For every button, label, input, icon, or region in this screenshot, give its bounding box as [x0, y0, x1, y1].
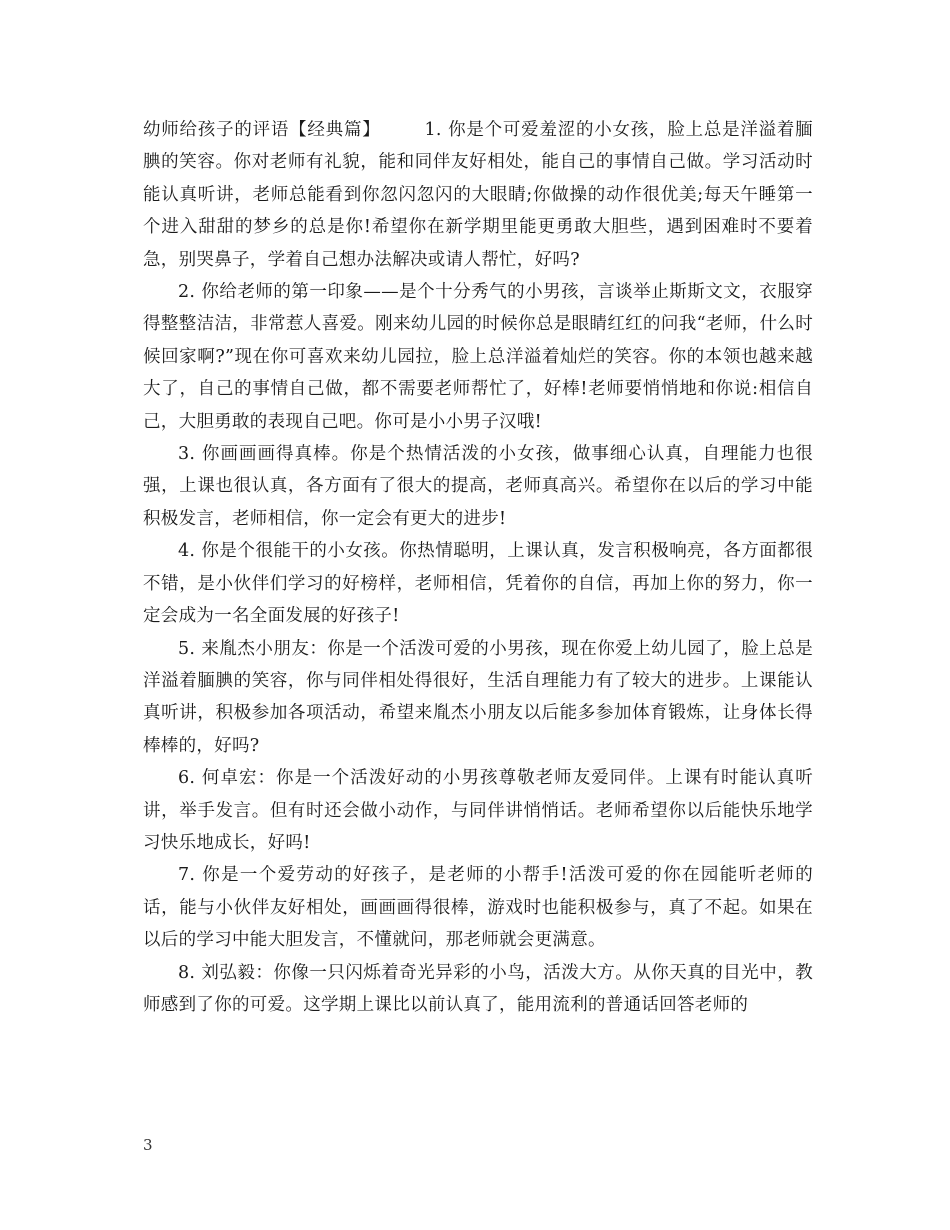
- paragraph-2: 2. 你给老师的第一印象——是个十分秀气的小男孩，言谈举止斯斯文文，衣服穿得整整洁洁，非常惹人喜爱。刚来幼儿园的时候你总是眼睛红红的问我“老师，什么时候回家啊?”现在你可喜欢来幼儿园拉，脸上总洋溢着灿烂的笑容。你的本领也越来越大了，自己的事情自己做，都不需要老师帮忙了，好棒!老师要悄悄地和你说:相信自己，大胆勇敢的表现自己吧。你可是小小男子汉哦!: [143, 282, 813, 432]
- paragraph-3: 3. 你画画画得真棒。你是个热情活泼的小女孩，做事细心认真，自理能力也很强，上课也很认真，各方面有了很大的提高，老师真高兴。希望你在以后的学习中能积极发言，老师相信，你一定会有更大的进步!: [143, 444, 813, 529]
- paragraph-5: 5. 来胤杰小朋友：你是一个活泼可爱的小男孩，现在你爱上幼儿园了，脸上总是洋溢着腼腆的笑容，你与同伴相处得很好，生活自理能力有了较大的进步。上课能认真听讲，积极参加各项活动，希望来胤杰小朋友以后能多参加体育锻炼，让身体长得棒棒的，好吗?: [143, 638, 813, 756]
- page-number: 3: [143, 1136, 153, 1154]
- document-body: [143, 114, 813, 1021]
- paragraph-4: 4. 你是个很能干的小女孩。你热情聪明，上课认真，发言积极响亮，各方面都很不错，是小伙伴们学习的好榜样，老师相信，凭着你的自信，再加上你的努力，你一定会成为一名全面发展的好孩子!: [143, 541, 813, 627]
- paragraph-1: 1. 你是个可爱羞涩的小女孩，脸上总是洋溢着腼腆的笑容。你对老师有礼貌，能和同伴友好相处，能自己的事情自己做。学习活动时能认真听讲，老师总能看到你忽闪忽闪的大眼睛;你做操的动作很优美;每天午睡第一个进入甜甜的梦乡的总是你!希望你在新学期里能更勇敢大胆些，遇到困难时不要着急，别哭鼻子，学着自己想办法解决或请人帮忙，好吗?: [143, 120, 813, 270]
- paragraph-7: 7. 你是一个爱劳动的好孩子，是老师的小帮手!活泼可爱的你在园能听老师的话，能与小伙伴友好相处，画画画得很棒，游戏时也能积极参与，真了不起。如果在以后的学习中能大胆发言，不懂就问，那老师就会更满意。: [143, 865, 813, 951]
- paragraph-8: 8. 刘弘毅：你像一只闪烁着奇光异彩的小鸟，活泼大方。从你天真的目光中，教师感到了你的可爱。这学期上课比以前认真了，能用流利的普通话回答老师的: [143, 962, 813, 1015]
- paragraph-6: 6. 何卓宏：你是一个活泼好动的小男孩尊敬老师友爱同伴。上课有时能认真听讲，举手发言。但有时还会做小动作，与同伴讲悄悄话。老师希望你以后能快乐地学习快乐地成长，好吗!: [143, 768, 813, 853]
- document-title: 幼师给孩子的评语【经典篇】: [143, 120, 381, 140]
- first-paragraph: [143, 114, 813, 276]
